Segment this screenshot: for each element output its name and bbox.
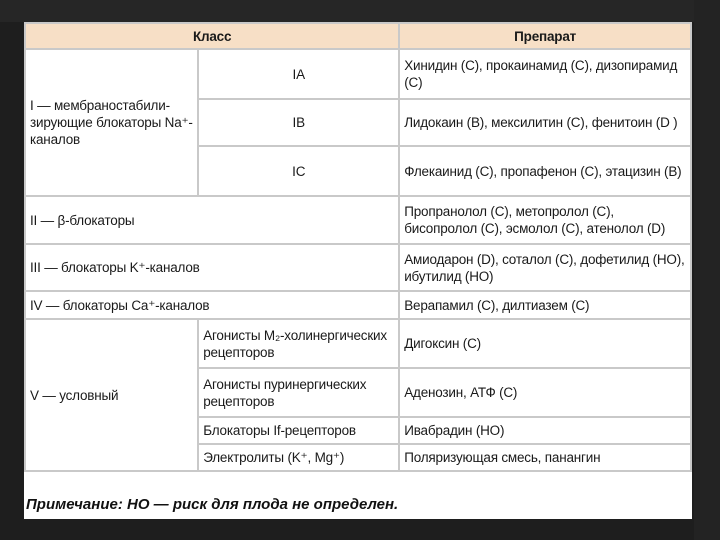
- drug-v-electrolytes: Поляризующая смесь, панангин: [399, 444, 691, 471]
- drug-ii: Пропранолол (С), метопролол (С), бисопролол (С), эсмолол (С), атенолол (D): [399, 196, 691, 244]
- header-class: Класс: [25, 23, 399, 49]
- drug-ic: Флекаинид (С), пропафенон (С), этацизин (В): [399, 146, 691, 196]
- antiarrhythmic-table: [24, 22, 692, 472]
- drug-iv: Верапамил (С), дилтиазем (С): [399, 291, 691, 319]
- table-header-row: [25, 23, 691, 49]
- subclass-v-purinergic: Агонисты пуринергических рецепторов: [198, 368, 399, 417]
- drug-ib: Лидокаин (В), мексилитин (С), фенитоин (D ): [399, 99, 691, 146]
- drug-v-m2: Дигоксин (С): [399, 319, 691, 368]
- drug-ia: Хинидин (С), прокаинамид (С), дизопирамид (С): [399, 49, 691, 99]
- class-ii-label: II — β-блокаторы: [25, 196, 399, 244]
- document-page: [24, 22, 692, 519]
- class-v-label: V — условный: [25, 319, 198, 471]
- drug-v-purinergic: Аденозин, АТФ (С): [399, 368, 691, 417]
- subclass-v-electrolytes: Электролиты (K⁺, Mg⁺): [198, 444, 399, 471]
- table-note: Примечание: НО — риск для плода не определен.: [26, 496, 399, 513]
- table-row: [25, 291, 691, 319]
- subclass-v-if: Блокаторы If-рецепторов: [198, 417, 399, 444]
- subclass-ib: IB: [198, 99, 399, 146]
- slide-right-bar: [694, 0, 720, 540]
- class-iii-label: III — блокаторы K⁺-каналов: [25, 244, 399, 291]
- header-drug: Препарат: [399, 23, 691, 49]
- subclass-ia: IA: [198, 49, 399, 99]
- subclass-v-m2: Агонисты M₂-холинергических рецепторов: [198, 319, 399, 368]
- class-iv-label: IV — блокаторы Ca⁺-каналов: [25, 291, 399, 319]
- subclass-ic: IC: [198, 146, 399, 196]
- drug-iii: Амиодарон (D), соталол (С), дофетилид (НО), ибутилид (НО): [399, 244, 691, 291]
- table-row: [25, 196, 691, 244]
- drug-v-if: Ивабрадин (НО): [399, 417, 691, 444]
- slide-top-bar: [0, 0, 720, 22]
- table-row: [25, 49, 691, 99]
- table-row: [25, 244, 691, 291]
- table-row: [25, 319, 691, 368]
- class-i-label: I — мембраностабили-зирующие блокаторы Na⁺-каналов: [25, 49, 198, 196]
